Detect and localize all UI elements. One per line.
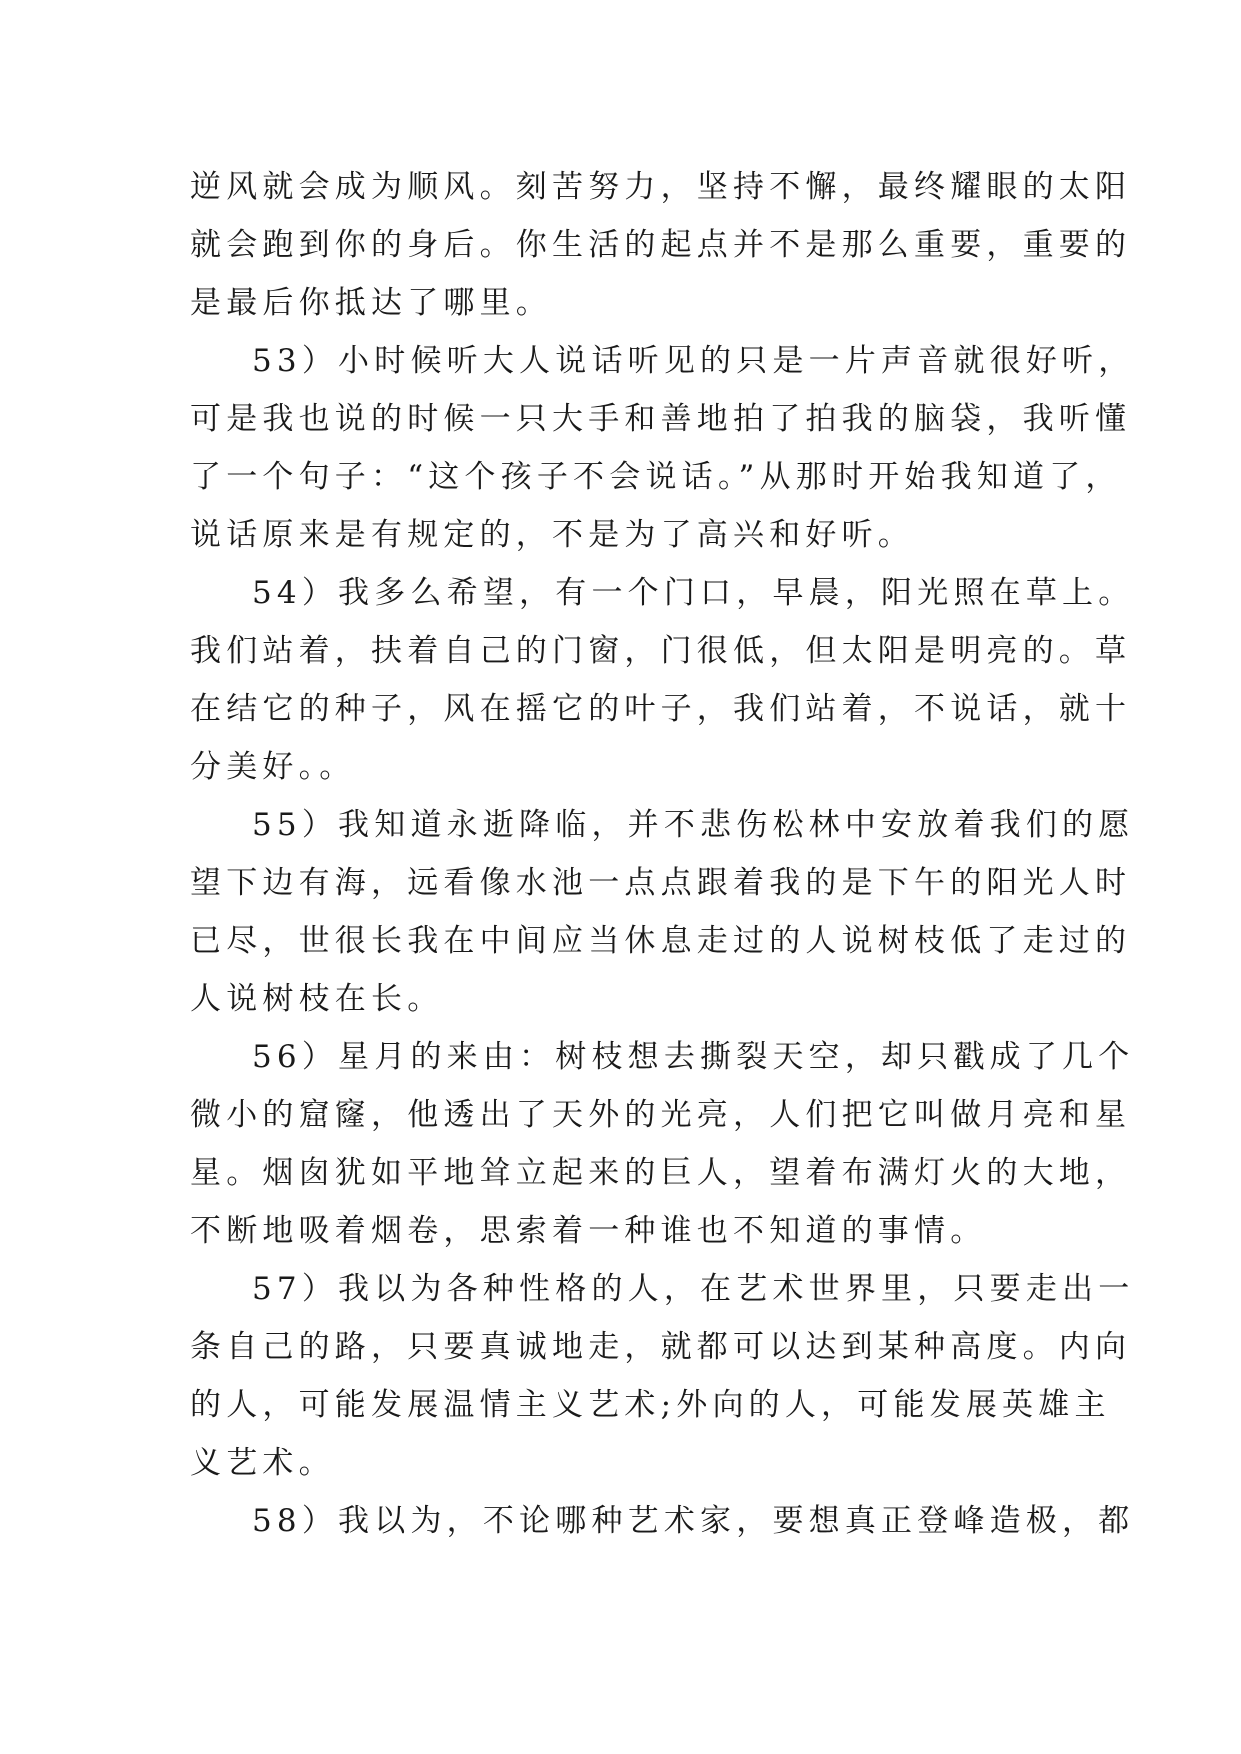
paragraph-53-start: 53）小时候听大人说话听见的只是一片声音就很好听， — [252, 343, 1135, 379]
text-line: 了一个句子：“这个孩子不会说话。”从那时开始我知道了， — [190, 459, 1122, 495]
text-line: 可是我也说的时候一只大手和善地拍了拍我的脑袋，我听懂 — [190, 401, 1132, 437]
text-line: 望下边有海，远看像水池一点点跟着我的是下午的阳光人时 — [190, 865, 1132, 901]
text-line: 义艺术。 — [190, 1445, 335, 1481]
text-line: 不断地吸着烟卷，思索着一种谁也不知道的事情。 — [190, 1213, 987, 1249]
text-line: 就会跑到你的身后。你生活的起点并不是那么重要，重要的 — [190, 227, 1132, 263]
paragraph-54-start: 54）我多么希望，有一个门口，早晨，阳光照在草上。 — [252, 575, 1135, 611]
paragraph-58-start: 58）我以为，不论哪种艺术家，要想真正登峰造极，都 — [252, 1503, 1135, 1539]
text-line: 我们站着，扶着自己的门窗，门很低，但太阳是明亮的。草 — [190, 633, 1132, 669]
text-line: 逆风就会成为顺风。刻苦努力，坚持不懈，最终耀眼的太阳 — [190, 169, 1132, 205]
text-line: 人说树枝在长。 — [190, 981, 444, 1017]
document-page — [190, 158, 1135, 1550]
text-line: 微小的窟窿，他透出了天外的光亮，人们把它叫做月亮和星 — [190, 1097, 1132, 1133]
text-line: 星。烟囱犹如平地耸立起来的巨人，望着布满灯火的大地， — [190, 1155, 1132, 1191]
text-line: 在结它的种子，风在摇它的叶子，我们站着，不说话，就十 — [190, 691, 1132, 727]
paragraph-55-start: 55）我知道永逝降临，并不悲伤松林中安放着我们的愿 — [252, 807, 1135, 843]
text-line: 分美好。。 — [190, 749, 356, 785]
text-line: 条自己的路，只要真诚地走，就都可以达到某种高度。内向 — [190, 1329, 1132, 1365]
paragraph-56-start: 56）星月的来由：树枝想去撕裂天空，却只戳成了几个 — [252, 1039, 1135, 1075]
text-line: 的人，可能发展温情主义艺术;外向的人，可能发展英雄主 — [190, 1387, 1111, 1423]
paragraph-57-start: 57）我以为各种性格的人，在艺术世界里，只要走出一 — [252, 1271, 1135, 1307]
text-line: 已尽，世很长我在中间应当休息走过的人说树枝低了走过的 — [190, 923, 1132, 959]
text-line: 是最后你抵达了哪里。 — [190, 285, 552, 321]
text-line: 说话原来是有规定的，不是为了高兴和好听。 — [190, 517, 914, 553]
